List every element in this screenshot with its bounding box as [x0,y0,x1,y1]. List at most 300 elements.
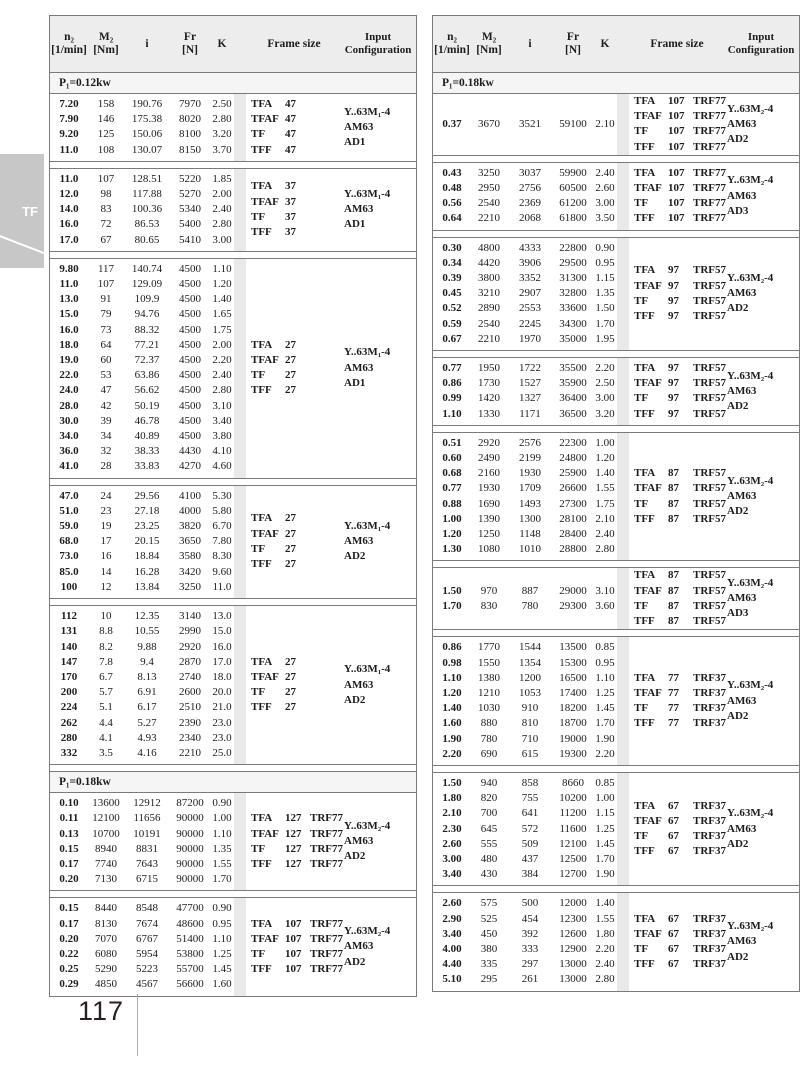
table-cell: 2245 [519,317,541,330]
table-cell: 1.40 [212,293,232,306]
table-cell: 14.0 [59,203,79,216]
table-cell: 2920 [179,640,201,653]
input-configuration [725,576,797,622]
table-cell: 1770 [478,641,500,654]
frame-size-cell: TFA [251,512,273,525]
frame-size-cell: TF [251,369,266,382]
table-cell: 0.10 [59,797,79,810]
tab-diagonal-line [0,234,49,256]
frame-size-row [634,196,725,211]
column-header-line: Input [364,31,392,43]
input-configuration [342,345,414,391]
table-cell: 16.28 [134,565,160,578]
table-cell: 4500 [179,323,201,336]
frame-size-row [251,700,342,715]
column-divider [234,259,246,478]
table-row [433,822,617,837]
data-block [433,636,799,766]
frame-size-row [634,957,725,972]
table-cell: 1080 [478,543,500,556]
table-cell: 1354 [519,656,541,669]
table-row [50,383,234,398]
frame-size-cell: 47 [285,143,296,156]
table-row [433,512,617,527]
table-cell: 2540 [478,317,500,330]
table-cell: 0.90 [595,241,615,254]
table-row [433,407,617,422]
frame-size-row [251,112,342,127]
table-cell: 1.75 [212,323,232,336]
frame-size-cell: TF [251,128,266,141]
table-cell: 2.60 [442,897,462,910]
frame-size-cell: TF [634,942,649,955]
table-cell: 10 [100,610,112,623]
frame-size-row [634,361,725,376]
data-block [50,258,416,479]
table-row [50,609,234,624]
column-header [507,16,553,72]
frame-size-cell: TRF57 [693,407,726,420]
table-cell: 690 [480,747,498,760]
table-cell: 47700 [176,902,204,915]
frame-size-cell: TF [634,392,649,405]
table-cell: 27.18 [134,504,160,517]
table-cell: 3420 [179,565,201,578]
frame-size-cell: TRF37 [693,830,726,843]
table-cell: 1.15 [595,272,615,285]
frame-size-row [634,568,725,583]
frame-size-row [251,225,342,240]
frame-size-cell: 87 [668,599,679,612]
column-header-line: [N] [565,44,581,56]
numeric-rows [433,637,617,765]
table-cell: 112 [61,610,77,623]
table-cell: 77.21 [134,338,160,351]
table-cell: 333 [521,942,539,955]
table-cell: 59100 [559,117,587,130]
table-cell: 2510 [179,701,201,714]
column-header [553,16,593,72]
frame-size-row [251,368,342,383]
column-header-input-configuration [725,31,797,57]
input-configuration-line: Y..63M₂-4 [344,925,391,938]
table-cell: 4000 [179,504,201,517]
table-cell: 28800 [559,543,587,556]
frame-size-cell: TFA [634,569,656,582]
table-cell: 224 [60,701,78,714]
column-divider [617,893,629,990]
column-header-line: n₂ [447,31,457,43]
table-cell: 3.40 [442,868,462,881]
column-header-line: Configuration [344,44,412,56]
column-header-line: i [145,37,149,50]
frame-size-cell: 67 [668,814,679,827]
table-cell: 18700 [559,717,587,730]
table-cell: 12700 [559,868,587,881]
table-row [50,700,234,715]
table-cell: 12.35 [134,610,160,623]
table-cell: 34300 [559,317,587,330]
input-configuration [725,271,797,317]
table-cell: 1.50 [442,776,462,789]
frame-size-cell: 67 [668,799,679,812]
table-cell: 47 [100,384,112,397]
frame-size-cell: TRF37 [693,942,726,955]
data-block [50,485,416,599]
table-cell: 8548 [136,902,158,915]
frame-size-cell [310,97,345,112]
table-cell: 8100 [179,128,201,141]
frame-size-cell: 97 [668,377,679,390]
frame-size-row [251,685,342,700]
table-cell: 2.00 [212,188,232,201]
frame-size-row [251,353,342,368]
frame-size-cell: 97 [668,279,679,292]
table-cell: 1.55 [595,912,615,925]
frame-size-cell: 97 [668,392,679,405]
frame-size-row [634,407,725,422]
table-cell: 8660 [562,776,584,789]
table-row [50,262,234,277]
numeric-rows [433,773,617,885]
table-cell: 0.20 [59,932,79,945]
table-cell: 23.25 [134,520,160,533]
input-configuration [342,662,414,708]
table-cell: 1390 [478,512,500,525]
table-cell: 1930 [519,467,541,480]
frame-size-cell: TRF77 [310,827,343,840]
table-cell: 4500 [179,430,201,443]
table-cell: 2890 [478,302,500,315]
table-cell: 6715 [136,873,158,886]
input-configuration-line: AD2 [727,133,749,145]
column-divider [617,568,629,629]
numeric-column-headers [50,16,234,72]
table-row [433,166,617,181]
frame-size-cell: TFA [251,180,273,193]
frame-size-cell: 67 [668,927,679,940]
table-row [433,912,617,927]
table-cell: 25.0 [212,746,232,759]
frame-size-row [634,599,725,614]
table-cell: 525 [480,912,498,925]
table-cell: 1.55 [212,857,232,870]
input-configuration-line: AM63 [344,361,374,374]
input-configuration-line: AD1 [344,218,366,231]
table-cell: 2870 [179,655,201,668]
table-cell: 7740 [95,857,117,870]
numeric-rows [433,163,617,230]
input-configuration-line: AM63 [727,694,757,707]
table-cell: 83 [100,203,112,216]
frame-size-cell: TFA [251,812,273,825]
frame-size-row [634,512,725,527]
frame-size-cell: 127 [285,812,302,825]
frame-size-cell [310,112,345,127]
table-cell: 2920 [478,436,500,449]
table-cell: 910 [521,702,539,715]
table-row [433,852,617,867]
table-row [50,872,234,887]
table-cell: 2.40 [595,528,615,541]
frame-size-cell [310,655,345,670]
input-configuration-line: AD2 [344,693,366,706]
table-cell: 4333 [519,241,541,254]
table-row [50,112,234,127]
table-cell: 4500 [179,262,201,275]
table-row [433,436,617,451]
frame-size-row [634,391,725,406]
frame-size-row [634,497,725,512]
table-cell: 2.40 [595,958,615,971]
input-configuration-line: AD3 [727,204,749,217]
input-configuration [342,519,414,565]
frame-size-row [251,827,342,842]
table-cell: 13.0 [59,293,79,306]
frame-size-row [634,701,725,716]
table-cell: 61800 [559,212,587,225]
frame-size-cell: TFF [634,140,655,153]
input-configuration-line: AD1 [344,376,366,389]
table-cell: 117 [97,262,115,275]
numeric-rows [50,606,234,764]
frame-size-cell: TF [251,210,266,223]
input-configuration-line: AD2 [344,550,366,563]
column-divider [617,163,629,230]
table-row [50,842,234,857]
table-cell: 7.80 [212,535,232,548]
table-cell: 94.76 [134,308,160,321]
table-cell: 5.1 [99,701,113,714]
table-cell: 12912 [133,797,161,810]
table-cell: 1.00 [595,792,615,805]
table-cell: 755 [521,792,539,805]
table-cell: 38.33 [134,445,160,458]
frame-size-cell: 97 [668,362,679,375]
table-cell: 56.62 [134,384,160,397]
frame-size-cell: TFF [634,407,655,420]
power-section-header: P₁=0.12kw [50,73,416,94]
frame-size-cell: 107 [285,947,302,960]
table-header [50,16,416,73]
frame-size-row [634,181,725,196]
table-row [433,301,617,316]
table-cell: 820 [480,792,498,805]
frame-size-cell: TFA [251,655,273,668]
frame-size-list [629,361,725,422]
frame-size-row [634,263,725,278]
table-cell: 87200 [176,797,204,810]
table-cell: 100 [60,580,78,593]
table-cell: 3250 [179,580,201,593]
table-cell: 200 [60,686,78,699]
table-cell: 11.0 [212,580,232,593]
table-cell: 0.64 [442,212,462,225]
column-header-line: [1/min] [434,44,470,56]
frame-size-cell: TRF57 [693,497,726,510]
table-cell: 12500 [559,852,587,865]
table-cell: 2553 [519,302,541,315]
frame-size-cell: 87 [668,584,679,597]
table-cell: 0.30 [442,241,462,254]
table-cell: 36400 [559,392,587,405]
table-cell: 34.0 [59,430,79,443]
table-row [50,504,234,519]
frame-size-row [251,655,342,670]
frame-size-cell [310,700,345,715]
frame-size-cell: 37 [285,226,296,239]
table-cell: 2907 [519,287,541,300]
frame-size-row [634,376,725,391]
frame-size-cell: TFA [634,799,656,812]
table-cell: 500 [521,897,539,910]
table-row [50,932,234,947]
input-configuration-line: AD2 [727,505,749,518]
frame-size-cell: TFAF [251,670,279,683]
table-cell: 60 [100,354,112,367]
table-cell: 0.95 [212,917,232,930]
column-header-line: Input [747,31,775,43]
table-row [50,534,234,549]
table-cell: 5954 [136,947,158,960]
input-configuration-line: AM63 [727,189,757,202]
table-row [433,117,617,132]
frame-size-row [634,140,725,155]
column-header-line: [Nm] [476,44,502,56]
input-configuration-line: AM63 [344,203,374,216]
frame-size-cell: 27 [285,338,296,351]
frame-size-cell: TFAF [634,279,662,292]
column-header-frame-size: Frame size [650,38,704,50]
column-header [471,16,507,72]
frame-size-cell: TRF77 [310,842,343,855]
table-cell: 4500 [179,293,201,306]
frame-size-cell: TRF37 [693,927,726,940]
frame-size-cell: 97 [668,407,679,420]
table-cell: 19000 [559,732,587,745]
frame-size-row [251,917,342,932]
table-cell: 2210 [478,212,500,225]
table-cell: 11.0 [59,172,79,185]
table-cell: 0.34 [442,256,462,269]
frame-size-row [251,195,342,210]
table-cell: 0.15 [59,902,79,915]
table-cell: 0.39 [442,272,462,285]
frame-size-cell: TFF [251,558,272,571]
table-cell: 3.20 [212,128,232,141]
table-cell: 8.8 [99,625,113,638]
table-cell: 0.98 [442,656,462,669]
table-cell: 2.10 [442,807,462,820]
numeric-rows [433,433,617,561]
frame-size-row [634,686,725,701]
table-cell: 14 [100,565,112,578]
frame-size-cell: TFA [251,338,273,351]
table-cell: 9.88 [137,640,157,653]
table-cell: 0.20 [59,873,79,886]
table-cell: 1.40 [442,702,462,715]
frame-size-list [246,338,342,399]
table-cell: 0.90 [212,902,232,915]
table-cell: 5290 [95,963,117,976]
table-cell: 380 [480,942,498,955]
frame-size-cell: 97 [668,310,679,323]
frame-size-cell: TFAF [634,927,662,940]
table-cell: 33600 [559,302,587,315]
table-cell: 830 [480,599,498,612]
frame-size-cell: TRF37 [693,671,726,684]
table-cell: 91 [100,293,112,306]
table-row [433,497,617,512]
table-cell: 64 [100,338,112,351]
table-cell: 4430 [179,445,201,458]
input-configuration-line: Y..63M₁-4 [344,663,391,676]
table-cell: 1.50 [595,302,615,315]
table-cell: 1544 [519,641,541,654]
table-cell: 29500 [559,256,587,269]
table-cell: 4.1 [99,731,113,744]
table-cell: 1.70 [442,599,462,612]
data-block [433,772,799,886]
table-cell: 27300 [559,497,587,510]
table-cell: 1930 [478,482,500,495]
table-cell: 6.7 [99,670,113,683]
table-row [433,747,617,762]
table-cell: 332 [60,746,78,759]
table-row [50,277,234,292]
frame-size-cell [310,127,345,142]
frame-size-cell: TRF57 [693,482,726,495]
frame-size-cell: 47 [285,113,296,126]
frame-size-cell: TRF77 [310,963,343,976]
table-cell: 261 [521,973,539,986]
frame-size-cell: 107 [668,95,685,107]
input-configuration-line: AD2 [727,950,749,963]
frame-size-cell: TFA [251,98,273,110]
input-configuration-line: AM63 [727,117,757,130]
table-cell: 7070 [95,932,117,945]
frame-size-cell: TFF [251,143,272,156]
frame-size-cell: 107 [668,166,685,179]
input-configuration-line: AD2 [727,837,749,850]
frame-size-row [251,127,342,142]
frame-size-cell: TRF77 [693,110,726,123]
table-cell: 3210 [478,287,500,300]
table-cell: 12300 [559,912,587,925]
frame-size-list [629,466,725,527]
frame-size-cell: TRF77 [310,812,343,825]
frame-size-cell: TFA [634,95,656,107]
table-cell: 6.70 [212,520,232,533]
table-cell: 1690 [478,497,500,510]
column-header [593,16,617,72]
table-cell: 53800 [176,947,204,960]
table-cell: 3.40 [212,414,232,427]
spec-table-right [432,15,800,992]
table-row [50,731,234,746]
frame-size-list [629,166,725,227]
table-cell: 17.0 [212,655,232,668]
table-cell: 4500 [179,338,201,351]
table-cell: 7130 [95,873,117,886]
frame-size-cell [310,143,345,158]
table-cell: 4420 [478,256,500,269]
table-cell: 35000 [559,332,587,345]
table-cell: 72 [100,218,112,231]
frame-size-row [634,94,725,109]
frame-size-cell: TRF77 [693,166,726,179]
table-row [433,957,617,972]
